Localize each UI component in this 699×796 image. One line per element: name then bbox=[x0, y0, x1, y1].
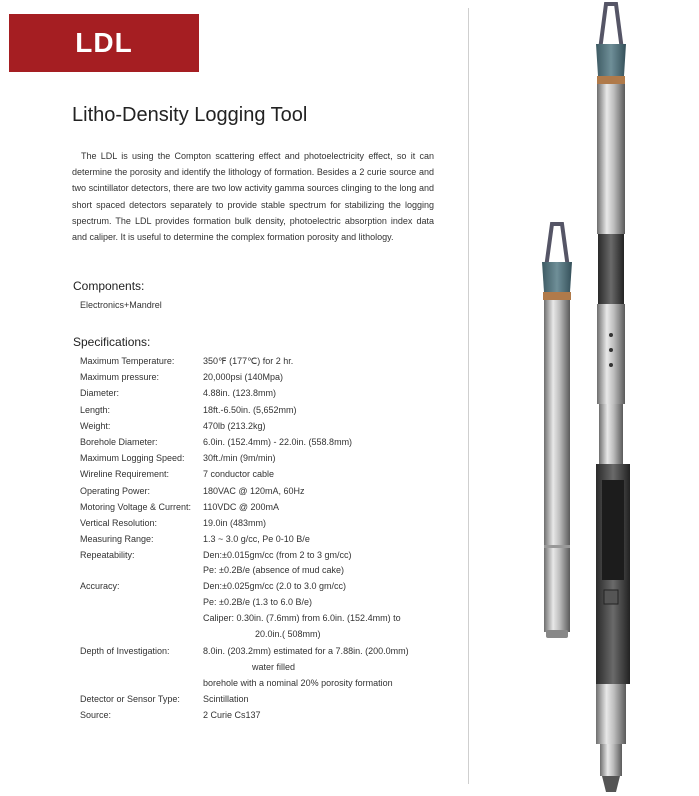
spec-key: Maximum pressure: bbox=[80, 372, 160, 383]
spec-key: Maximum Logging Speed: bbox=[80, 453, 185, 464]
spec-value: 470lb (213.2kg) bbox=[203, 420, 266, 431]
spec-value: 2 Curie Cs137 bbox=[203, 710, 261, 720]
long-tool bbox=[596, 4, 630, 792]
logging-tool-image bbox=[470, 0, 699, 796]
spec-key: Diameter: bbox=[80, 388, 120, 399]
repeatability-pe: Pe: ±0.2B/e (absence of mud cake) bbox=[203, 565, 345, 575]
spec-key: Borehole Diameter: bbox=[80, 437, 158, 447]
spec-key: Maximum Temperature: bbox=[80, 356, 175, 366]
depth-line3: borehole with a nominal 20% porosity formation bbox=[203, 678, 393, 688]
spec-value: 7 conductor cable bbox=[203, 469, 275, 480]
spec-key: Length: bbox=[80, 404, 111, 415]
accuracy-caliper: Caliper: 0.30in. (7.6mm) from 6.0in. (152.4mm) to bbox=[203, 613, 401, 623]
spec-value: 110VDC @ 200mA bbox=[203, 501, 280, 512]
specifications-heading: Specifications: bbox=[73, 335, 151, 349]
spec-key: Depth of Investigation: bbox=[80, 646, 170, 656]
spec-value: Den:±0.015gm/cc (from 2 to 3 gm/cc) bbox=[203, 550, 352, 561]
column-divider bbox=[468, 8, 469, 784]
spec-value: Den:±0.025gm/cc (2.0 to 3.0 gm/cc) bbox=[203, 581, 347, 591]
depth-line2: water filled bbox=[252, 662, 296, 672]
spec-value: 18ft.-6.50in. (5,652mm) bbox=[203, 404, 297, 415]
spec-key: Source: bbox=[80, 710, 112, 720]
spec-value: 4.88in. (123.8mm) bbox=[203, 388, 277, 399]
components-heading: Components: bbox=[73, 279, 145, 293]
spec-value: 6.0in. (152.4mm) - 22.0in. (558.8mm) bbox=[203, 437, 353, 447]
spec-key: Repeatability: bbox=[80, 550, 135, 561]
spec-value: 350℉ (177℃) for 2 hr. bbox=[203, 356, 294, 366]
spec-key: Weight: bbox=[80, 420, 111, 431]
page-title: Litho-Density Logging Tool bbox=[72, 104, 308, 126]
spec-value: 19.0in (483mm) bbox=[203, 518, 267, 528]
accuracy-pe: Pe: ±0.2B/e (1.3 to 6.0 B/e) bbox=[203, 597, 313, 607]
spec-key: Wireline Requirement: bbox=[80, 469, 170, 480]
spec-key: Detector or Sensor Type: bbox=[80, 694, 180, 704]
components-item: Electronics+Mandrel bbox=[80, 300, 162, 310]
banner-label: LDL bbox=[75, 27, 133, 58]
intro-text: The LDL is using the Compton scattering effect and photoelectricity effect, so it can determine the porosity and identify the lithology of formation. Besides a 2 curie source and two scintillator detectors, there are two low activity gamma sources clinging to the long and short spaced detectors separately to provide stable spectrum for stabilizing the logging spectrum. The LDL provides formation bulk density, photoelectric absorption index data and caliper. It is useful to determine the complex formation porosity and lithology. bbox=[72, 151, 434, 243]
spec-key: Accuracy: bbox=[80, 581, 120, 591]
spec-value: 20,000psi (140Mpa) bbox=[203, 372, 284, 383]
spec-value: 8.0in. (203.2mm) estimated for a 7.88in. (200.0mm) bbox=[203, 646, 409, 656]
short-tool bbox=[542, 224, 572, 638]
spec-value: 30ft./min (9m/min) bbox=[203, 453, 276, 464]
spec-value: 1.3 ~ 3.0 g/cc, Pe 0-10 B/e bbox=[203, 534, 310, 545]
accuracy-caliper-cont: 20.0in.( 508mm) bbox=[255, 629, 321, 639]
spec-key: Vertical Resolution: bbox=[80, 518, 158, 528]
spec-value: Scintillation bbox=[203, 694, 249, 704]
spec-key: Operating Power: bbox=[80, 485, 151, 496]
product-banner bbox=[9, 14, 199, 72]
spec-key: Measuring Range: bbox=[80, 534, 154, 545]
spec-key: Motoring Voltage & Current: bbox=[80, 501, 192, 512]
intro-paragraph bbox=[72, 148, 434, 245]
spec-value: 180VAC @ 120mA, 60Hz bbox=[203, 485, 305, 496]
